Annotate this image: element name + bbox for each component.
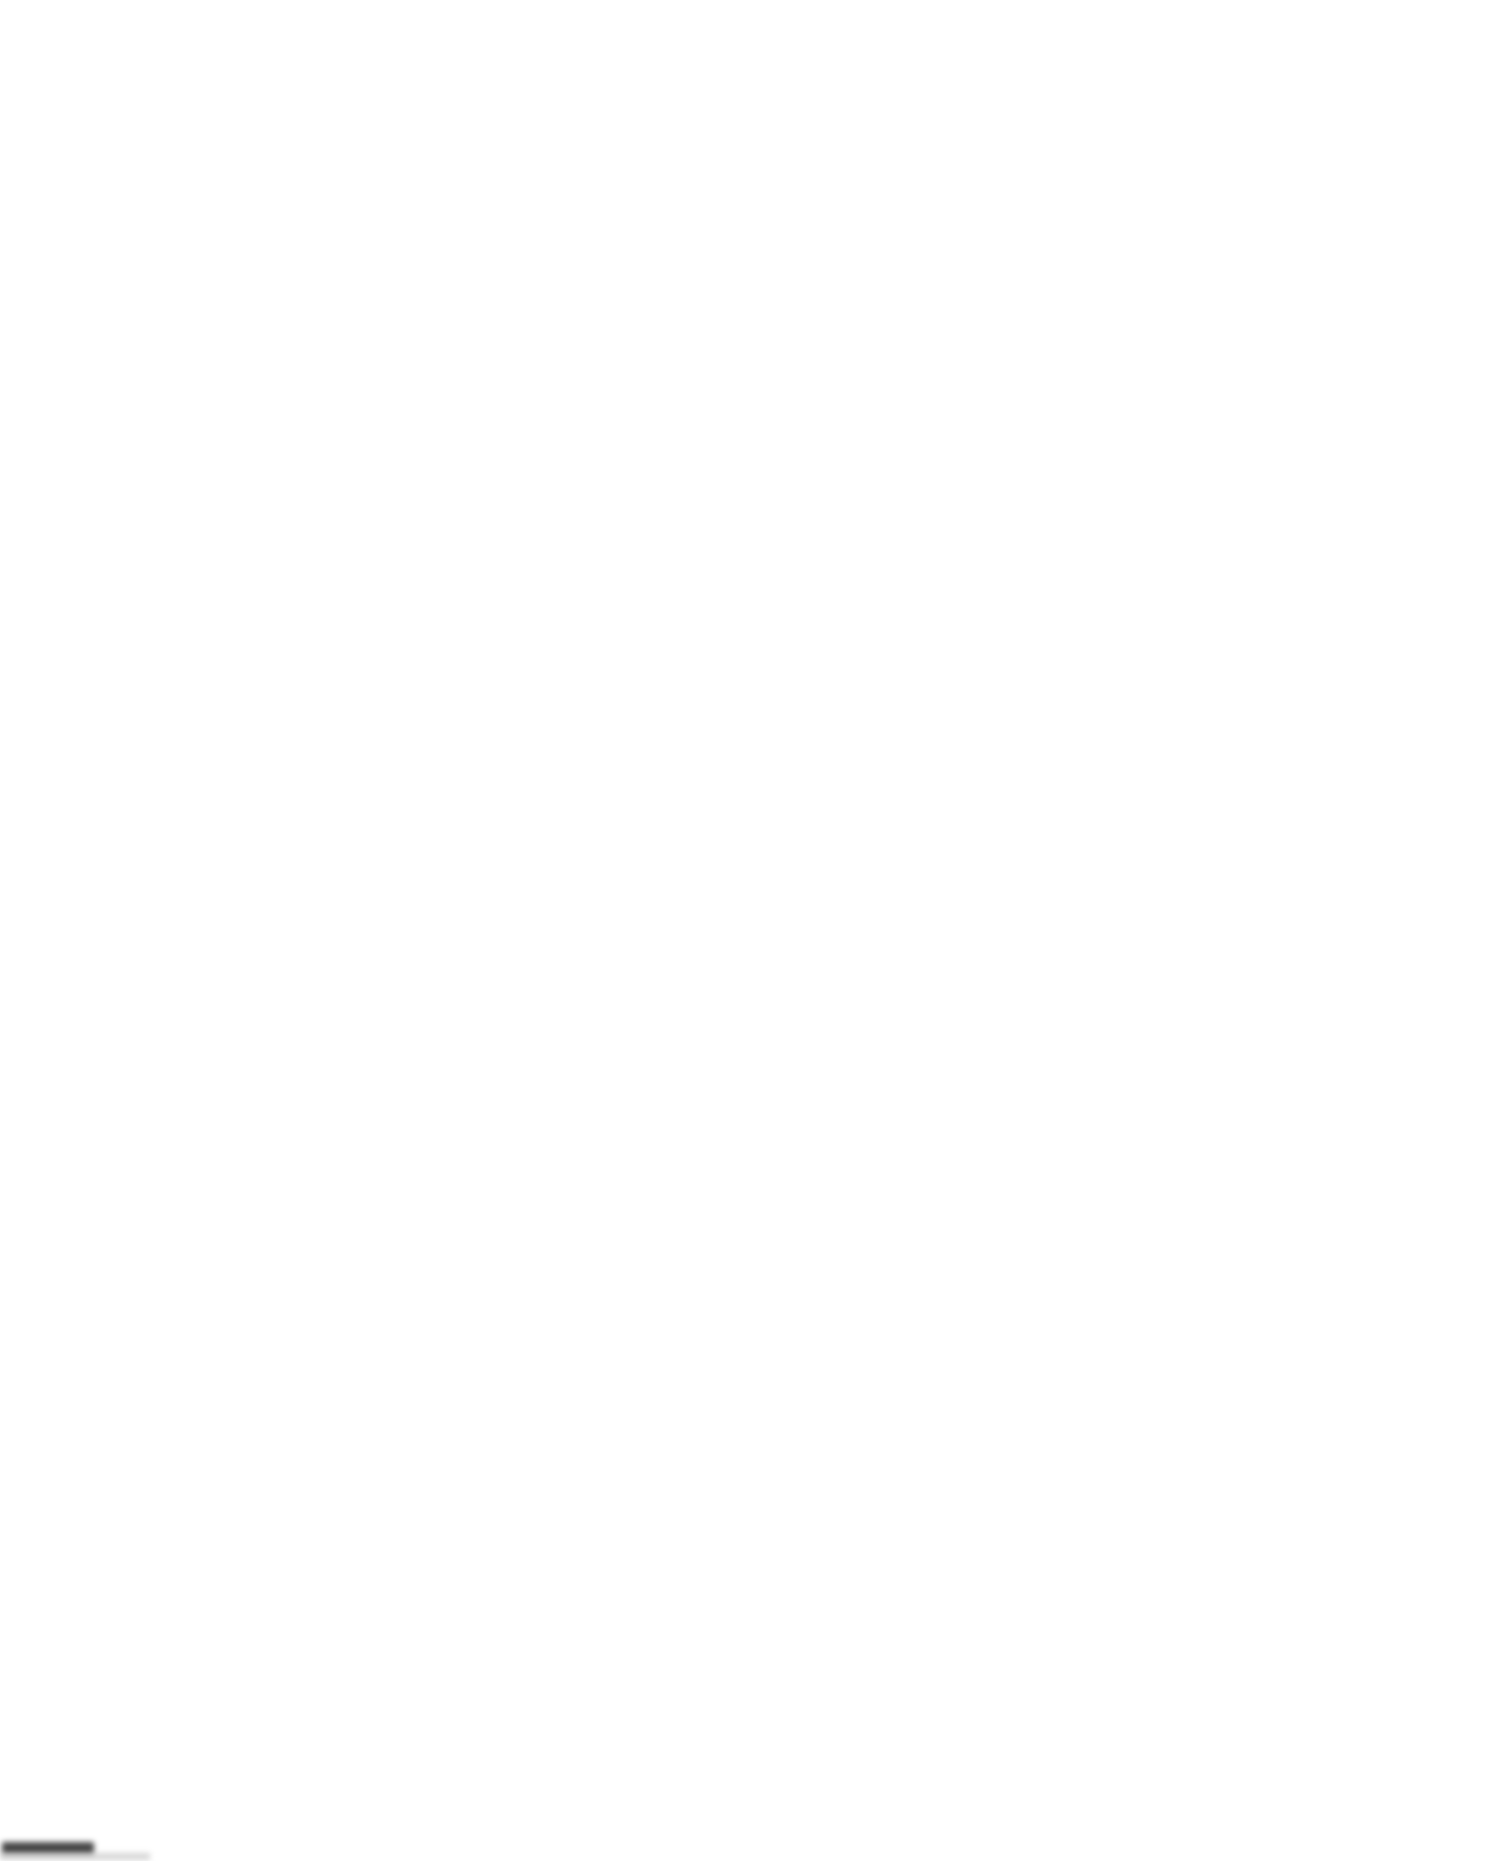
page-edge-strip — [0, 1853, 150, 1860]
